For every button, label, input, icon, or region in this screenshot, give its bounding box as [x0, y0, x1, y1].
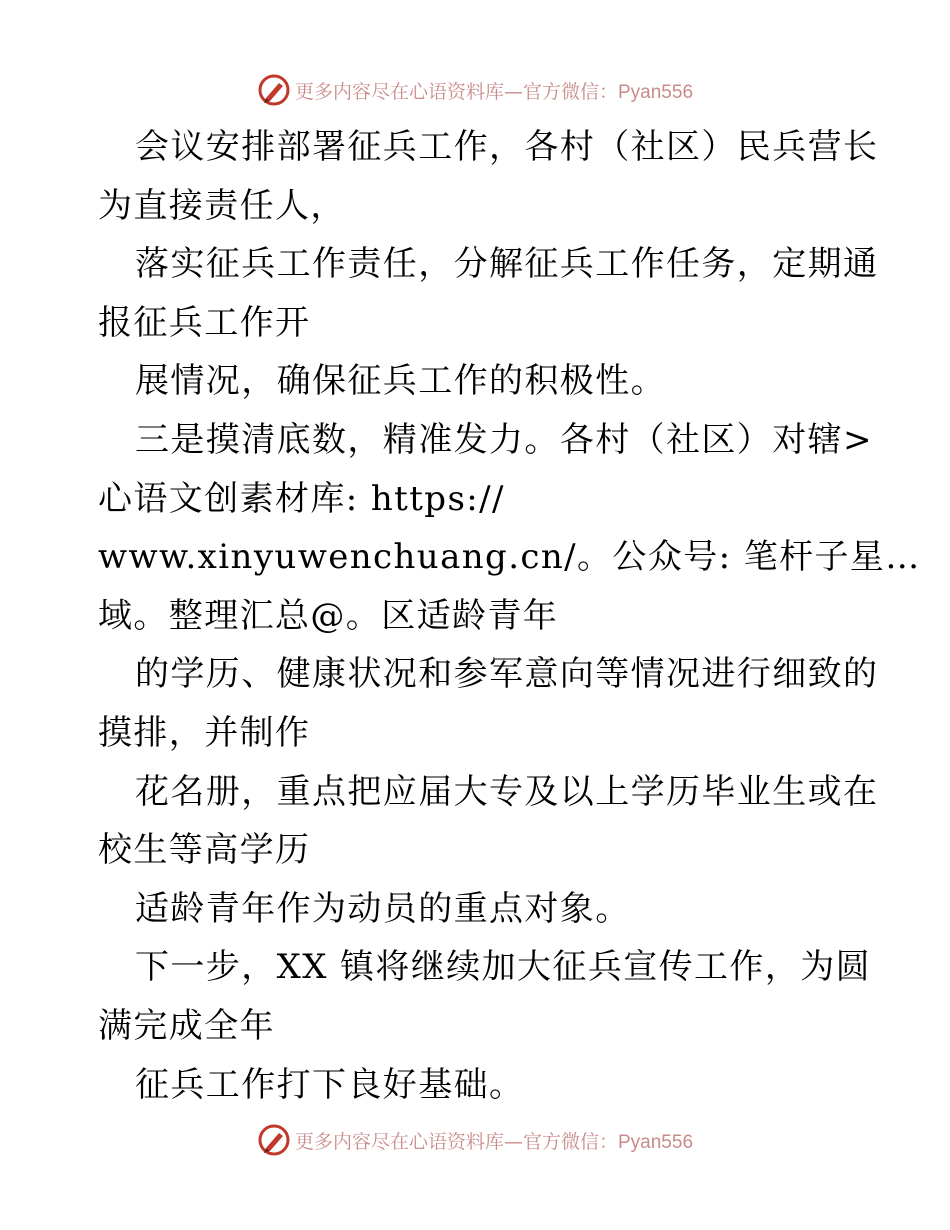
- paragraph-line: 域。整理汇总@。区适龄青年: [98, 595, 559, 636]
- paragraph-line: 心语文创素材库: https://: [98, 478, 505, 519]
- paragraph-line: 的学历、健康状况和参军意向等情况进行细致的: [135, 654, 879, 695]
- banner-text: [295, 1127, 693, 1154]
- paragraph-line: 下一步，XX 镇将继续加大征兵宣传工作，为圆: [135, 947, 872, 988]
- paragraph-line: 会议安排部署征兵工作，各村（社区）民兵营长: [135, 127, 879, 167]
- footer-banner: [0, 1120, 950, 1160]
- paragraph-line: 满完成全年: [98, 1005, 275, 1046]
- paragraph-line: 花名册，重点把应届大专及以上学历毕业生或在: [135, 771, 879, 812]
- pen-logo-icon: [257, 1123, 291, 1157]
- banner-text: [295, 77, 693, 104]
- banner-slogan: 更多内容尽在心语资料库—官方微信：: [294, 80, 618, 103]
- header-banner: [0, 70, 950, 110]
- paragraph-line: www.xinyuwenchuang.cn/。公众号: 笔杆子星…: [98, 537, 921, 578]
- paragraph-line: 校生等高学历: [98, 830, 311, 871]
- banner-slogan: 更多内容尽在心语资料库—官方微信：: [294, 1130, 618, 1153]
- banner-wechat-id: Pyan556: [618, 81, 694, 103]
- paragraph-line: 征兵工作打下良好基础。: [135, 1064, 525, 1105]
- paragraph-line: 摸排，并制作: [98, 712, 311, 753]
- paragraph-line: 适龄青年作为动员的重点对象。: [135, 888, 631, 929]
- paragraph-line: 报征兵工作开: [98, 302, 311, 343]
- paragraph-line: 落实征兵工作责任，分解征兵工作任务，定期通: [135, 244, 879, 285]
- pen-logo-icon: [257, 73, 291, 107]
- paragraph-line: 三是摸清底数，精准发力。各村（社区）对辖>: [135, 419, 873, 460]
- paragraph-line: 展情况，确保征兵工作的积极性。: [135, 361, 666, 402]
- banner-wechat-id: Pyan556: [618, 1131, 694, 1153]
- document-body: [98, 118, 921, 1114]
- paragraph-line: 为直接责任人，: [98, 185, 346, 226]
